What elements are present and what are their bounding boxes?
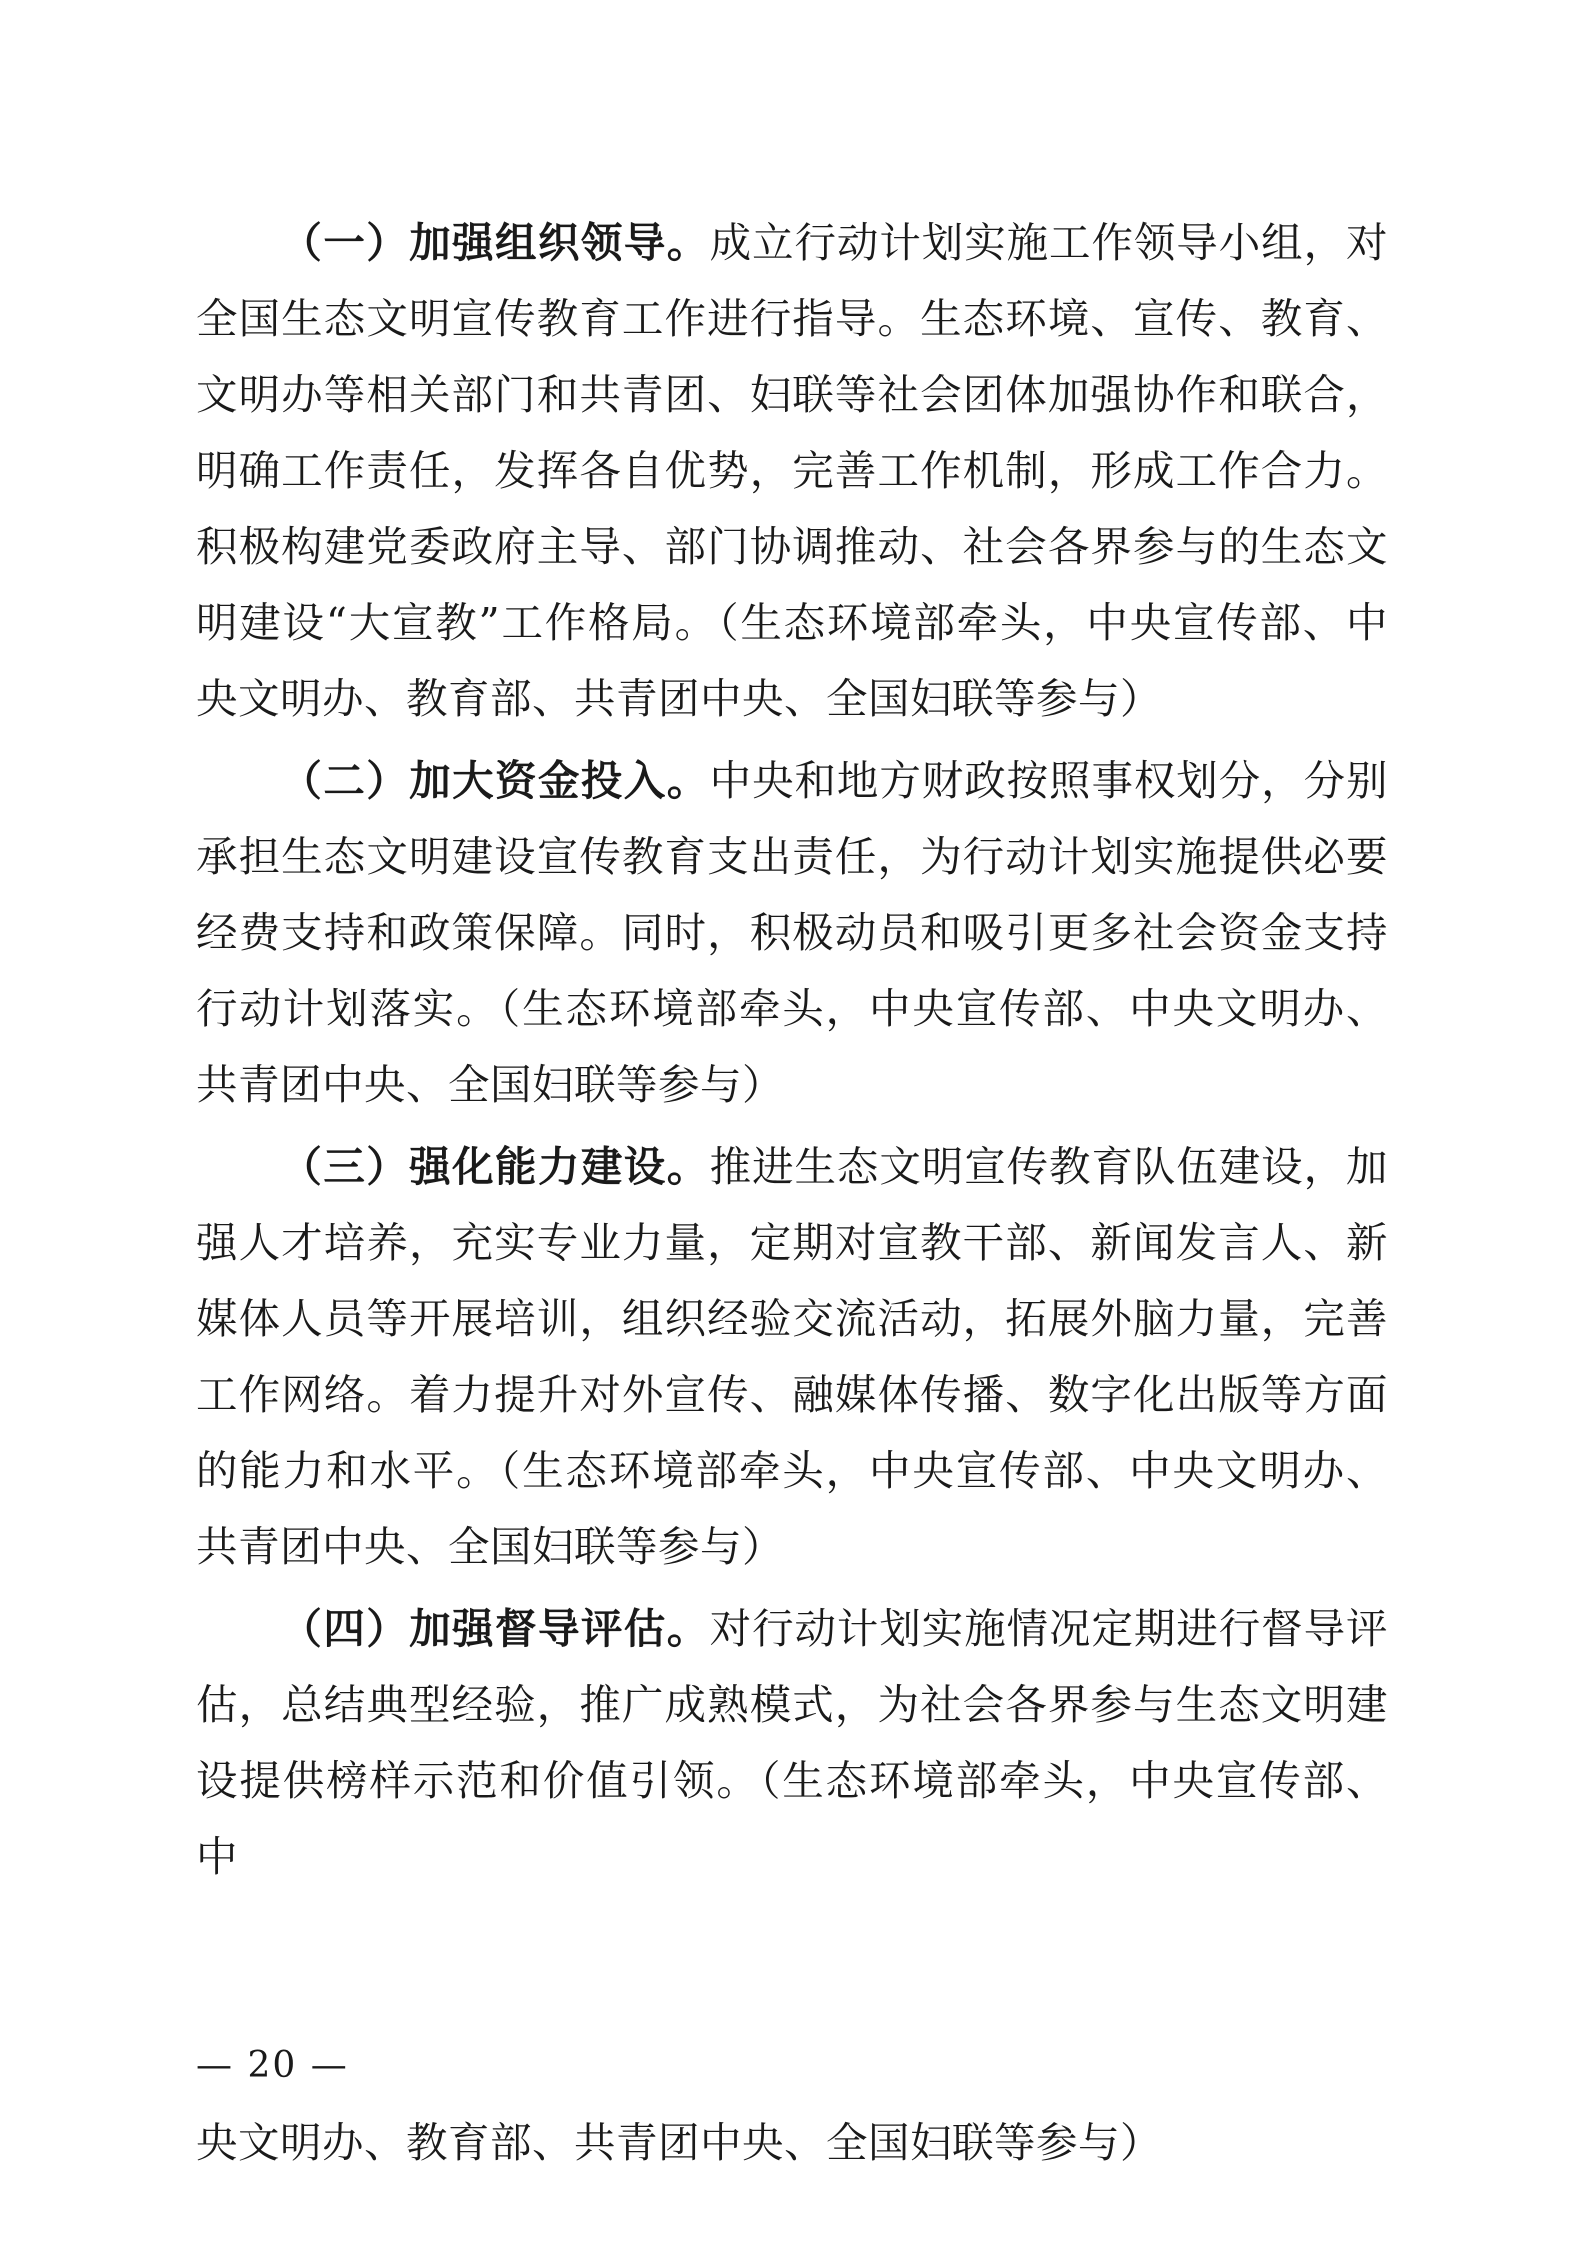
- paragraph-3-body: 推进生态文明宣传教育队伍建设，加强人才培养，充实专业力量，定期对宣教干部、新闻发言人、新媒体人员等开展培训，组织经验交流活动，拓展外脑力量，完善工作网络。着力提升对外宣传、融媒体传播、数字化出版等方面的能力和水平。（生态环境部牵头，中央宣传部、中央文明办、共青团中央、全国妇联等参与）: [196, 1142, 1388, 1571]
- overflow-text-line: 央文明办、教育部、共青团中央、全国妇联等参与）: [196, 2118, 1163, 2167]
- paragraph-1-body: 成立行动计划实施工作领导小组，对全国生态文明宣传教育工作进行指导。生态环境、宣传、教育、文明办等相关部门和共青团、妇联等社会团体加强协作和联合，明确工作责任，发挥各自优势，完善工作机制，形成工作合力。积极构建党委政府主导、部门协调推动、社会各界参与的生态文明建设“大宣教”工作格局。（生态环境部牵头，中央宣传部、中央文明办、教育部、共青团中央、全国妇联等参与）: [196, 218, 1388, 723]
- paragraph-4-lead: （四）加强督导评估。: [280, 1604, 710, 1653]
- page-number: — 20 —: [196, 2045, 349, 2086]
- paragraph-4-body: 对行动计划实施情况定期进行督导评估，总结典型经验，推广成熟模式，为社会各界参与生态文明建设提供榜样示范和价值引领。（生态环境部牵头，中央宣传部、中: [196, 1604, 1388, 1881]
- paragraph-1: [196, 205, 1388, 737]
- paragraph-2-body: 中央和地方财政按照事权划分，分别承担生态文明建设宣传教育支出责任，为行动计划实施提供必要经费支持和政策保障。同时，积极动员和吸引更多社会资金支持行动计划落实。（生态环境部牵头，中央宣传部、中央文明办、共青团中央、全国妇联等参与）: [196, 756, 1388, 1109]
- paragraph-3: [196, 1129, 1388, 1585]
- page-body: [196, 205, 1388, 1901]
- paragraph-4: [196, 1591, 1388, 1895]
- paragraph-2-lead: （二）加大资金投入。: [280, 756, 710, 805]
- paragraph-1-lead: （一）加强组织领导。: [280, 218, 710, 267]
- paragraph-3-lead: （三）强化能力建设。: [280, 1142, 710, 1191]
- paragraph-2: [196, 743, 1388, 1123]
